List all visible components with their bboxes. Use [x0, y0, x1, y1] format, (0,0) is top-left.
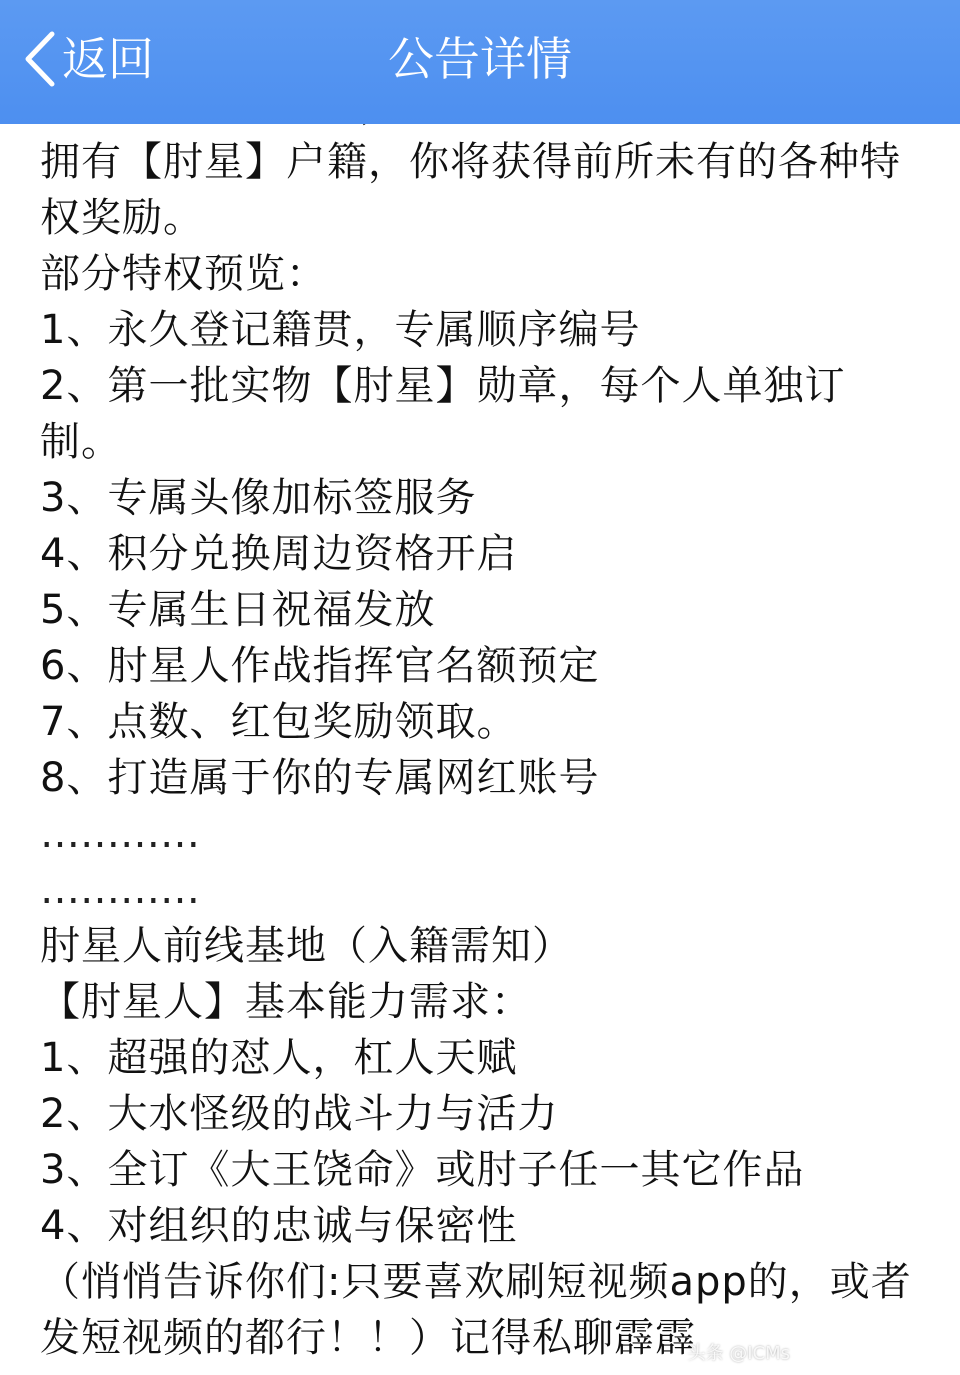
watermark: 头条 @ICMs [687, 1343, 790, 1364]
text-line: 4、积分兑换周边资格开启 [40, 531, 518, 577]
text-line: 4、对组织的忠诚与保密性 [40, 1203, 518, 1249]
ellipsis-line: ………… [40, 867, 200, 913]
text-line: 1、超强的怼人，杠人天赋 [40, 1035, 518, 1081]
text-line: 拥有【肘星】户籍，你将获得前所未有的各种特权奖励。 [40, 139, 901, 241]
text-line: 2、大水怪级的战斗力与活力 [40, 1091, 559, 1137]
text-line: 部分特权预览： [40, 251, 327, 297]
text-line: 2、第一批实物【肘星】勋章，每个人单独订制。 [40, 363, 846, 465]
text-line: 1、永久登记籍贯，专属顺序编号 [40, 307, 641, 353]
text-line: 7、点数、红包奖励领取。 [40, 699, 518, 745]
text-line: 3、全订《大王饶命》或肘子任一其它作品 [40, 1147, 805, 1193]
text-line: 6、肘星人作战指挥官名额预定 [40, 643, 600, 689]
ellipsis-line: ………… [40, 811, 200, 857]
text-line: 肘星人前线基地（入籍需知） [40, 923, 573, 969]
text-line: 3、专属头像加标签服务 [40, 475, 477, 521]
text-line: 【肘星人】基本能力需求： [40, 979, 532, 1025]
nav-bar [0, 0, 960, 124]
text-line: （悄悄告诉你们:只要喜欢刷短视频app的，或者发短视频的都行！！）记得私聊霹霹 [40, 1259, 912, 1361]
text-line: 8、打造属于你的专属网红账号 [40, 755, 600, 801]
page-title: 公告详情 [388, 32, 572, 86]
text-line: 5、专属生日祝福发放 [40, 587, 436, 633]
announcement-body [40, 108, 920, 1366]
back-label[interactable]: 返回 [62, 32, 154, 86]
